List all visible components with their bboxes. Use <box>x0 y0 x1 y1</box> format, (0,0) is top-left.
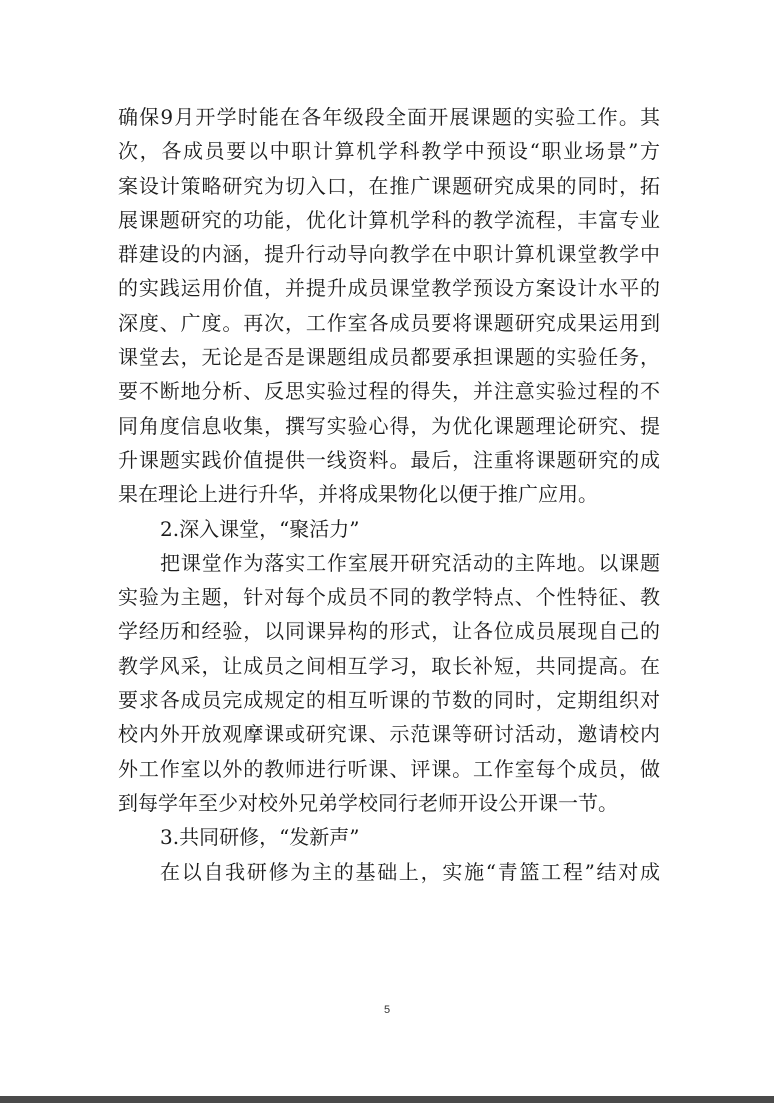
text-line: 升课题实践价值提供一线资料。最后，注重将课题研究的成 <box>118 447 660 472</box>
text-line: 学经历和经验，以同课异构的形式，让各位成员展现自己的 <box>118 619 660 644</box>
paragraph-last-line: 到每学年至少对校外兄弟学校同行老师开设公开课一节。 <box>118 790 618 815</box>
text-line: 确保9月开学时能在各年级段全面开展课题的实验工作。其 <box>118 105 660 129</box>
text-line: 校内外开放观摩课或研究课、示范课等研讨活动，邀请校内 <box>118 722 660 747</box>
paragraph-last-line: 果在理论上进行升华，并将成果物化以便于推广应用。 <box>118 482 598 507</box>
text-line: 要不断地分析、反思实验过程的得失，并注意实验过程的不 <box>118 379 660 404</box>
text-line: 深度、广度。再次，工作室各成员要将课题研究成果运用到 <box>118 310 660 335</box>
text-line: 案设计策略研究为切入口，在推广课题研究成果的同时，拓 <box>118 173 660 198</box>
body-text <box>118 100 660 889</box>
text-line: 展课题研究的功能，优化计算机学科的教学流程，丰富专业 <box>118 207 660 232</box>
page-number: 5 <box>383 1004 391 1016</box>
text-line: 实验为主题，针对每个成员不同的教学特点、个性特征、教 <box>118 585 660 610</box>
text-line: 同角度信息收集，撰写实验心得，为优化课题理论研究、提 <box>118 413 660 438</box>
text-line: 群建设的内涵，提升行动导向教学在中职计算机课堂教学中 <box>118 242 660 267</box>
text-line: 外工作室以外的教师进行听课、评课。工作室每个成员，做 <box>118 756 660 781</box>
text-line: 次，各成员要以中职计算机学科教学中预设“职业场景”方 <box>118 139 660 164</box>
bottom-edge-bar <box>0 1096 774 1103</box>
section-heading-2: 2.深入课堂，“聚活力” <box>160 516 360 541</box>
text-line: 的实践运用价值，并提升成员课堂教学预设方案设计水平的 <box>118 276 660 301</box>
paragraph-first-line: 把课堂作为落实工作室展开研究活动的主阵地。以课题 <box>160 550 660 575</box>
section-heading-3: 3.共同研修，“发新声” <box>160 825 360 850</box>
text-line: 课堂去，无论是否是课题组成员都要承担课题的实验任务， <box>118 345 660 370</box>
text-line: 教学风采，让成员之间相互学习，取长补短，共同提高。在 <box>118 653 660 678</box>
text-line: 要求各成员完成规定的相互听课的节数的同时，定期组织对 <box>118 688 660 713</box>
paragraph-first-line: 在以自我研修为主的基础上，实施“青篮工程”结对成 <box>160 859 660 884</box>
